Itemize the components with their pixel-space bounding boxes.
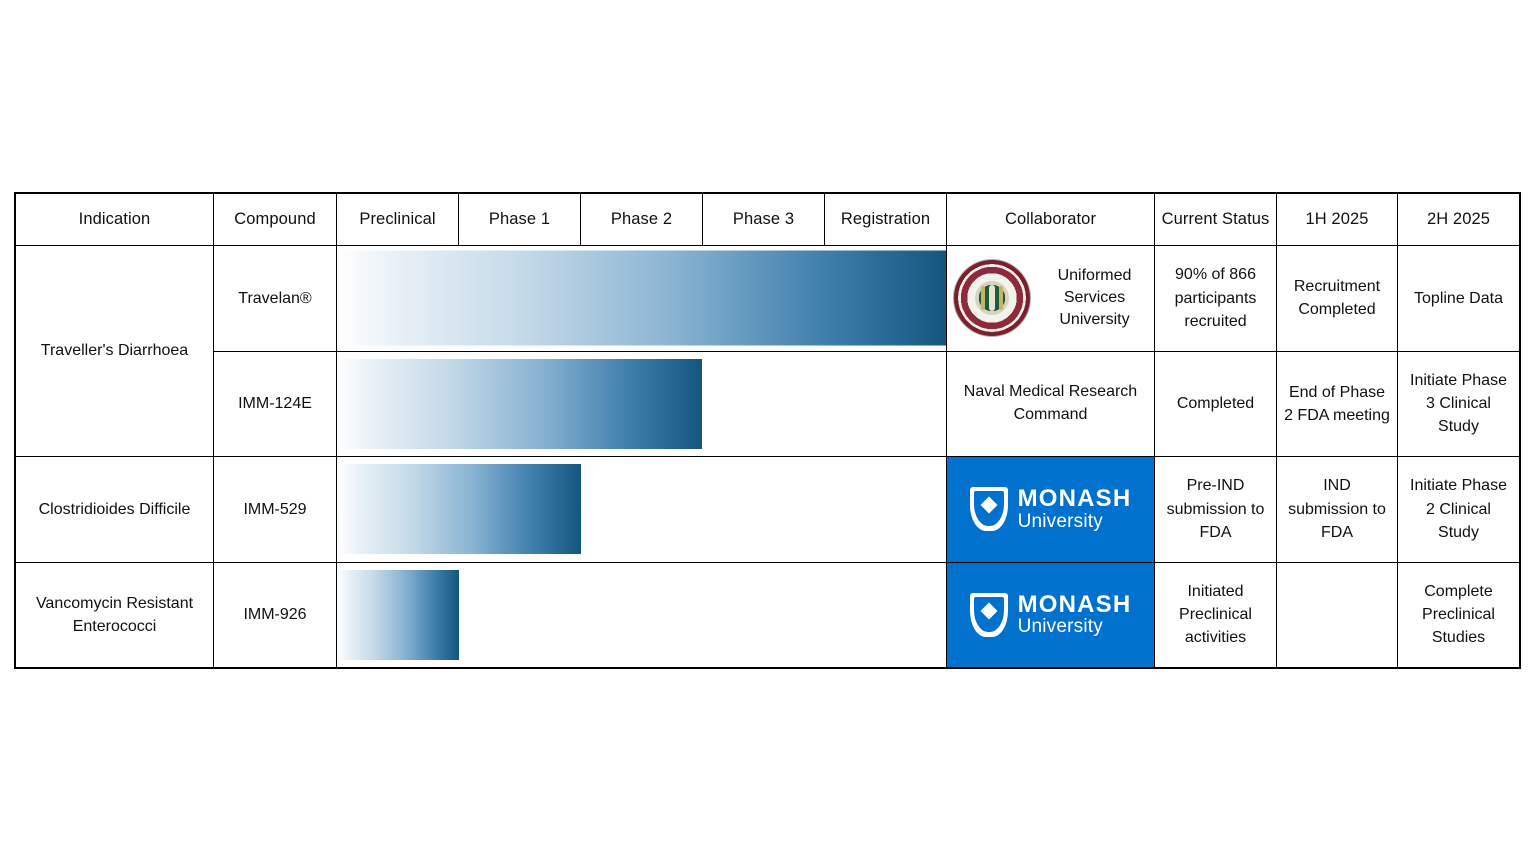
- indication-label: Traveller's Diarrhoea: [40, 342, 189, 360]
- compound-label: IMM-926: [243, 606, 307, 624]
- milestone-2h-2025-travelan: [1398, 246, 1520, 352]
- status-label: Completed: [1176, 395, 1255, 413]
- indication-clostridioides-difficile: [16, 457, 214, 563]
- indication-label: Vancomycin Resistant Enterococci: [35, 594, 194, 635]
- compound-travelan: [214, 246, 337, 352]
- compound-imm-926: [214, 562, 337, 668]
- progress-bar-imm-926: [337, 562, 947, 668]
- status-label: Pre-IND submission to FDA: [1166, 477, 1265, 541]
- header-phase-3: Phase 3: [703, 194, 825, 246]
- compound-label: Travelan®: [238, 289, 312, 307]
- header-1h-2025: 1H 2025: [1277, 194, 1398, 246]
- collaborator-monash-university: [947, 457, 1155, 563]
- indication-label: Clostridioides Difficile: [38, 500, 191, 518]
- monash-wordmark-line2: University: [1017, 616, 1103, 638]
- current-status-imm-529: [1155, 457, 1277, 563]
- table-row: [16, 351, 1520, 457]
- milestone-1h-2025-imm-124e: [1277, 351, 1398, 457]
- progress-fill: [337, 570, 459, 660]
- collaborator-label: Naval Medical Research Command: [963, 383, 1138, 423]
- table-header-row: [16, 194, 1520, 246]
- development-pipeline-table: [15, 193, 1520, 668]
- progress-bar-travelan: [337, 246, 947, 352]
- progress-track: [337, 457, 946, 562]
- header-compound: Compound: [214, 194, 337, 246]
- progress-track: [337, 352, 946, 457]
- progress-fill: [337, 251, 946, 346]
- milestone-1h-2025-travelan: [1277, 246, 1398, 352]
- monash-shield-icon: [970, 487, 1008, 531]
- milestone-1h-2025-imm-529: [1277, 457, 1398, 563]
- monash-wordmark-line1: MONASH: [1017, 485, 1132, 513]
- milestone-label: Topline Data: [1414, 289, 1503, 307]
- compound-label: IMM-124E: [238, 395, 312, 413]
- milestone-label: [1277, 611, 1397, 619]
- header-collaborator: Collaborator: [947, 194, 1155, 246]
- milestone-label: Initiate Phase 3 Clinical Study: [1410, 371, 1507, 436]
- milestone-label: End of Phase 2 FDA meeting: [1284, 383, 1390, 424]
- collaborator-label: Uniformed Services University: [1057, 266, 1132, 329]
- current-status-imm-926: [1155, 562, 1277, 668]
- header-current-status: Current Status: [1155, 194, 1277, 246]
- milestone-2h-2025-imm-529: [1398, 457, 1520, 563]
- milestone-2h-2025-imm-926: [1398, 562, 1520, 668]
- monash-shield-icon: [970, 593, 1008, 637]
- table-row: [16, 246, 1520, 352]
- progress-bar-imm-124e: [337, 351, 947, 457]
- milestone-label: Initiate Phase 2 Clinical Study: [1410, 477, 1507, 541]
- progress-track: [337, 246, 946, 351]
- progress-track: [337, 563, 946, 668]
- header-phase-1: Phase 1: [459, 194, 581, 246]
- current-status-imm-124e: [1155, 351, 1277, 457]
- usu-seal-icon: [953, 259, 1031, 337]
- table-row: [16, 562, 1520, 668]
- collaborator-naval-medical-research-command: [947, 351, 1155, 457]
- progress-bar-imm-529: [337, 457, 947, 563]
- compound-imm-529: [214, 457, 337, 563]
- milestone-1h-2025-imm-926: [1277, 562, 1398, 668]
- compound-imm-124e: [214, 351, 337, 457]
- header-indication: Indication: [16, 194, 214, 246]
- status-label: 90% of 866 participants recruited: [1174, 266, 1257, 330]
- pipeline-table-container: [15, 193, 1519, 668]
- header-registration: Registration: [825, 194, 947, 246]
- milestone-label: Complete Preclinical Studies: [1422, 582, 1495, 647]
- monash-logo: [947, 457, 1154, 562]
- table-row: [16, 457, 1520, 563]
- collaborator-monash-university: [947, 562, 1155, 668]
- compound-label: IMM-529: [243, 500, 307, 518]
- status-label: Initiated Preclinical activities: [1179, 582, 1252, 647]
- collaborator-uniformed-services-university: [947, 246, 1155, 352]
- milestone-label: IND submission to FDA: [1288, 477, 1386, 541]
- header-preclinical: Preclinical: [337, 194, 459, 246]
- progress-fill: [337, 464, 581, 554]
- progress-fill: [337, 359, 702, 449]
- monash-logo: [947, 563, 1154, 668]
- indication-vancomycin-resistant-enterococci: [16, 562, 214, 668]
- header-2h-2025: 2H 2025: [1398, 194, 1520, 246]
- current-status-travelan: [1155, 246, 1277, 352]
- monash-wordmark-line1: MONASH: [1017, 590, 1132, 618]
- milestone-label: Recruitment Completed: [1293, 278, 1381, 319]
- milestone-2h-2025-imm-124e: [1398, 351, 1520, 457]
- indication-travellers-diarrhoea: [16, 246, 214, 457]
- monash-wordmark-line2: University: [1017, 510, 1103, 532]
- header-phase-2: Phase 2: [581, 194, 703, 246]
